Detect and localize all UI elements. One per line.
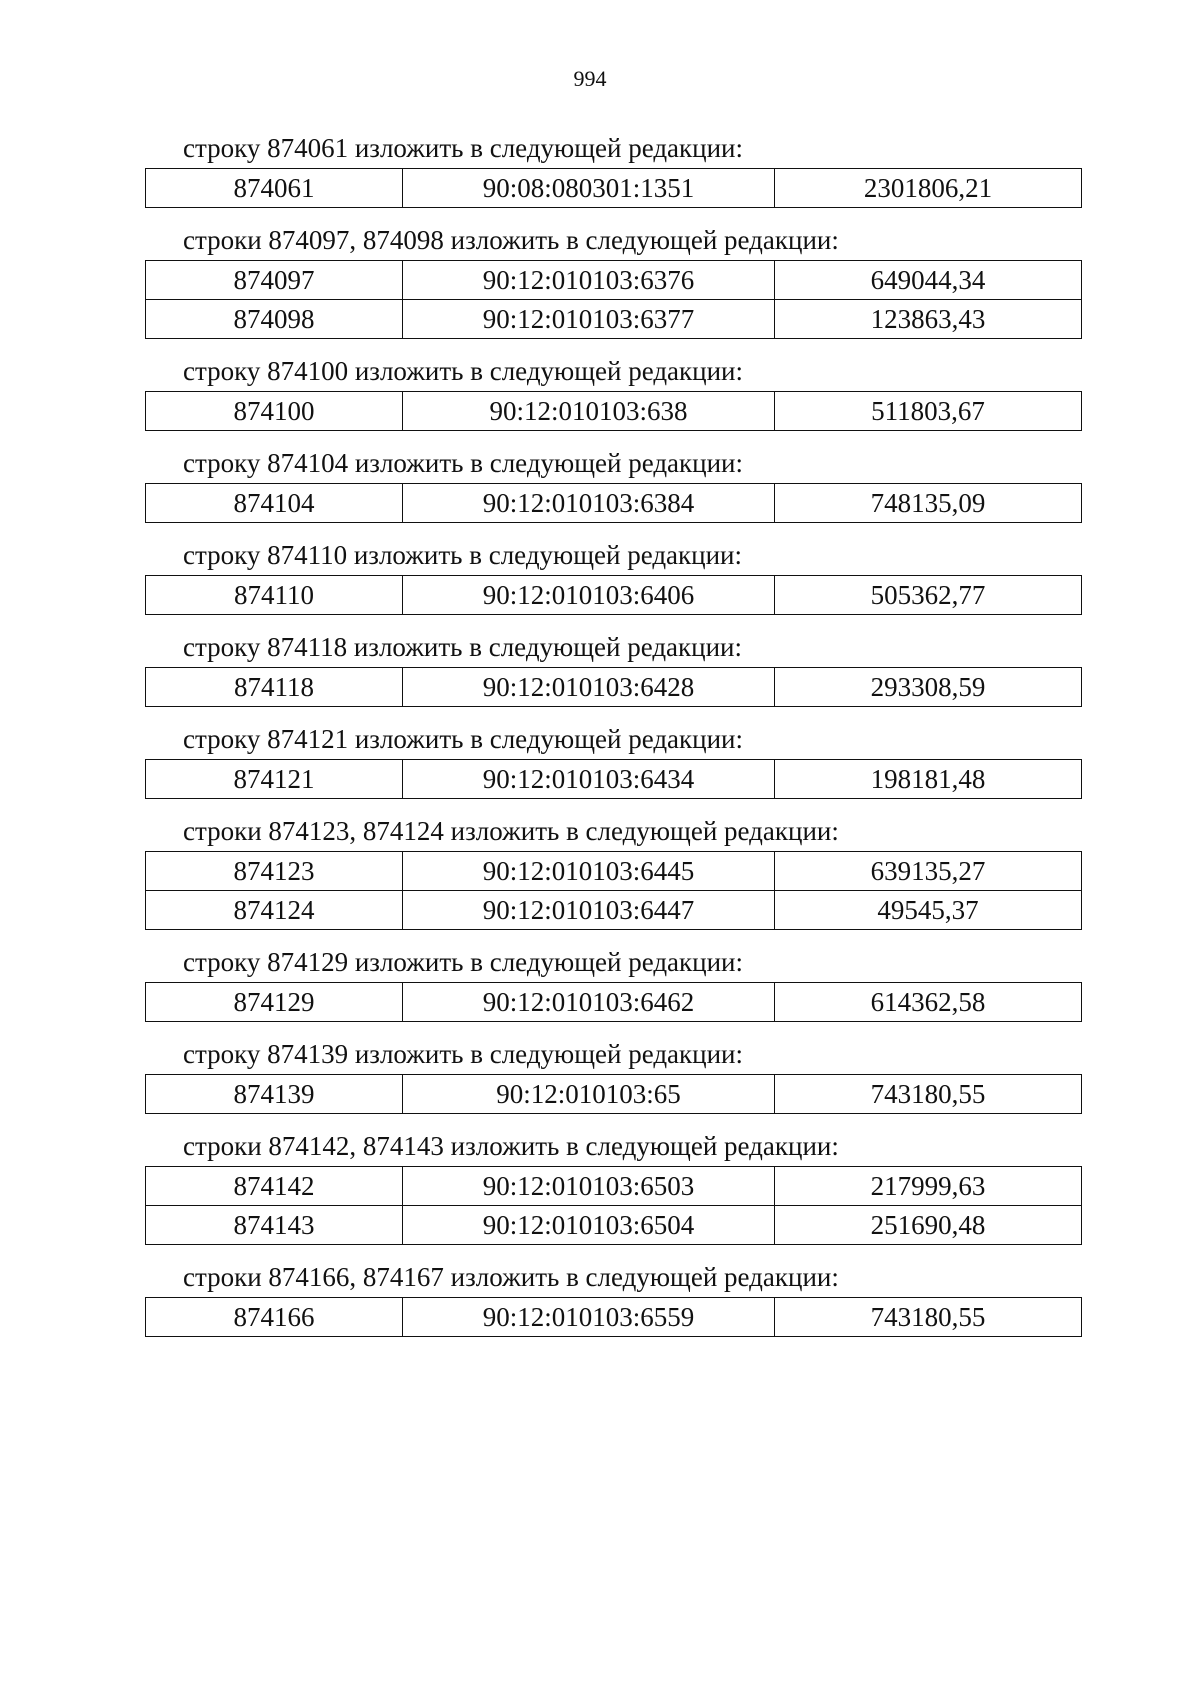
row-number-cell: 874061 <box>146 169 403 208</box>
amendment-table <box>145 1166 1082 1245</box>
table-row <box>146 169 1082 208</box>
value-cell: 505362,77 <box>775 576 1082 615</box>
row-number-cell: 874110 <box>146 576 403 615</box>
value-cell: 198181,48 <box>775 760 1082 799</box>
table-row <box>146 1167 1082 1206</box>
row-number-cell: 874123 <box>146 852 403 891</box>
table-row <box>146 1075 1082 1114</box>
cadastral-number-cell: 90:12:010103:6434 <box>403 760 775 799</box>
cadastral-number-cell: 90:12:010103:6376 <box>403 261 775 300</box>
amendment-table <box>145 575 1082 615</box>
value-cell: 614362,58 <box>775 983 1082 1022</box>
table-row <box>146 300 1082 339</box>
row-number-cell: 874098 <box>146 300 403 339</box>
amendment-table <box>145 1074 1082 1114</box>
cadastral-number-cell: 90:12:010103:6447 <box>403 891 775 930</box>
table-row <box>146 891 1082 930</box>
table-row <box>146 760 1082 799</box>
row-number-cell: 874166 <box>146 1298 403 1337</box>
table-row <box>146 1298 1082 1337</box>
amendment-heading: строку 874104 изложить в следующей редакции: <box>183 448 744 478</box>
amendment-table <box>145 851 1082 930</box>
amendment-heading: строки 874166, 874167 изложить в следующей редакции: <box>183 1262 839 1292</box>
row-number-cell: 874142 <box>146 1167 403 1206</box>
table-row <box>146 484 1082 523</box>
amendment-heading: строку 874121 изложить в следующей редакции: <box>183 724 744 754</box>
amendment-heading: строки 874123, 874124 изложить в следующей редакции: <box>183 816 839 846</box>
amendment-heading: строку 874118 изложить в следующей редакции: <box>183 632 743 662</box>
row-number-cell: 874097 <box>146 261 403 300</box>
amendment-table <box>145 1297 1082 1337</box>
table-row <box>146 852 1082 891</box>
cadastral-number-cell: 90:12:010103:6503 <box>403 1167 775 1206</box>
table-row <box>146 983 1082 1022</box>
value-cell: 511803,67 <box>775 392 1082 431</box>
cadastral-number-cell: 90:12:010103:6384 <box>403 484 775 523</box>
cadastral-number-cell: 90:12:010103:65 <box>403 1075 775 1114</box>
amendment-table <box>145 667 1082 707</box>
row-number-cell: 874121 <box>146 760 403 799</box>
value-cell: 743180,55 <box>775 1298 1082 1337</box>
value-cell: 743180,55 <box>775 1075 1082 1114</box>
amendment-heading: строку 874061 изложить в следующей редакции: <box>183 133 744 163</box>
row-number-cell: 874129 <box>146 983 403 1022</box>
cadastral-number-cell: 90:12:010103:6559 <box>403 1298 775 1337</box>
amendment-heading: строку 874110 изложить в следующей редакции: <box>183 540 743 570</box>
row-number-cell: 874139 <box>146 1075 403 1114</box>
value-cell: 2301806,21 <box>775 169 1082 208</box>
table-row <box>146 668 1082 707</box>
value-cell: 217999,63 <box>775 1167 1082 1206</box>
amendment-heading: строку 874100 изложить в следующей редакции: <box>183 356 744 386</box>
row-number-cell: 874118 <box>146 668 403 707</box>
cadastral-number-cell: 90:12:010103:6377 <box>403 300 775 339</box>
row-number-cell: 874100 <box>146 392 403 431</box>
amendment-table <box>145 168 1082 208</box>
amendment-heading: строки 874142, 874143 изложить в следующей редакции: <box>183 1131 839 1161</box>
cadastral-number-cell: 90:12:010103:6428 <box>403 668 775 707</box>
amendment-list <box>0 128 1200 1349</box>
value-cell: 49545,37 <box>775 891 1082 930</box>
cadastral-number-cell: 90:12:010103:6445 <box>403 852 775 891</box>
table-row <box>146 261 1082 300</box>
cadastral-number-cell: 90:12:010103:6462 <box>403 983 775 1022</box>
table-row <box>146 392 1082 431</box>
row-number-cell: 874124 <box>146 891 403 930</box>
row-number-cell: 874143 <box>146 1206 403 1245</box>
amendment-table <box>145 483 1082 523</box>
amendment-heading: строку 874129 изложить в следующей редакции: <box>183 947 744 977</box>
table-row <box>146 576 1082 615</box>
value-cell: 123863,43 <box>775 300 1082 339</box>
cadastral-number-cell: 90:12:010103:6504 <box>403 1206 775 1245</box>
amendment-table <box>145 260 1082 339</box>
amendment-table <box>145 759 1082 799</box>
row-number-cell: 874104 <box>146 484 403 523</box>
amendment-heading: строки 874097, 874098 изложить в следующей редакции: <box>183 225 839 255</box>
amendment-table <box>145 391 1082 431</box>
value-cell: 251690,48 <box>775 1206 1082 1245</box>
amendment-heading: строку 874139 изложить в следующей редакции: <box>183 1039 744 1069</box>
value-cell: 649044,34 <box>775 261 1082 300</box>
table-row <box>146 1206 1082 1245</box>
cadastral-number-cell: 90:08:080301:1351 <box>403 169 775 208</box>
value-cell: 748135,09 <box>775 484 1082 523</box>
amendment-table <box>145 982 1082 1022</box>
cadastral-number-cell: 90:12:010103:638 <box>403 392 775 431</box>
value-cell: 293308,59 <box>775 668 1082 707</box>
value-cell: 639135,27 <box>775 852 1082 891</box>
page-number: 994 <box>573 66 607 91</box>
cadastral-number-cell: 90:12:010103:6406 <box>403 576 775 615</box>
